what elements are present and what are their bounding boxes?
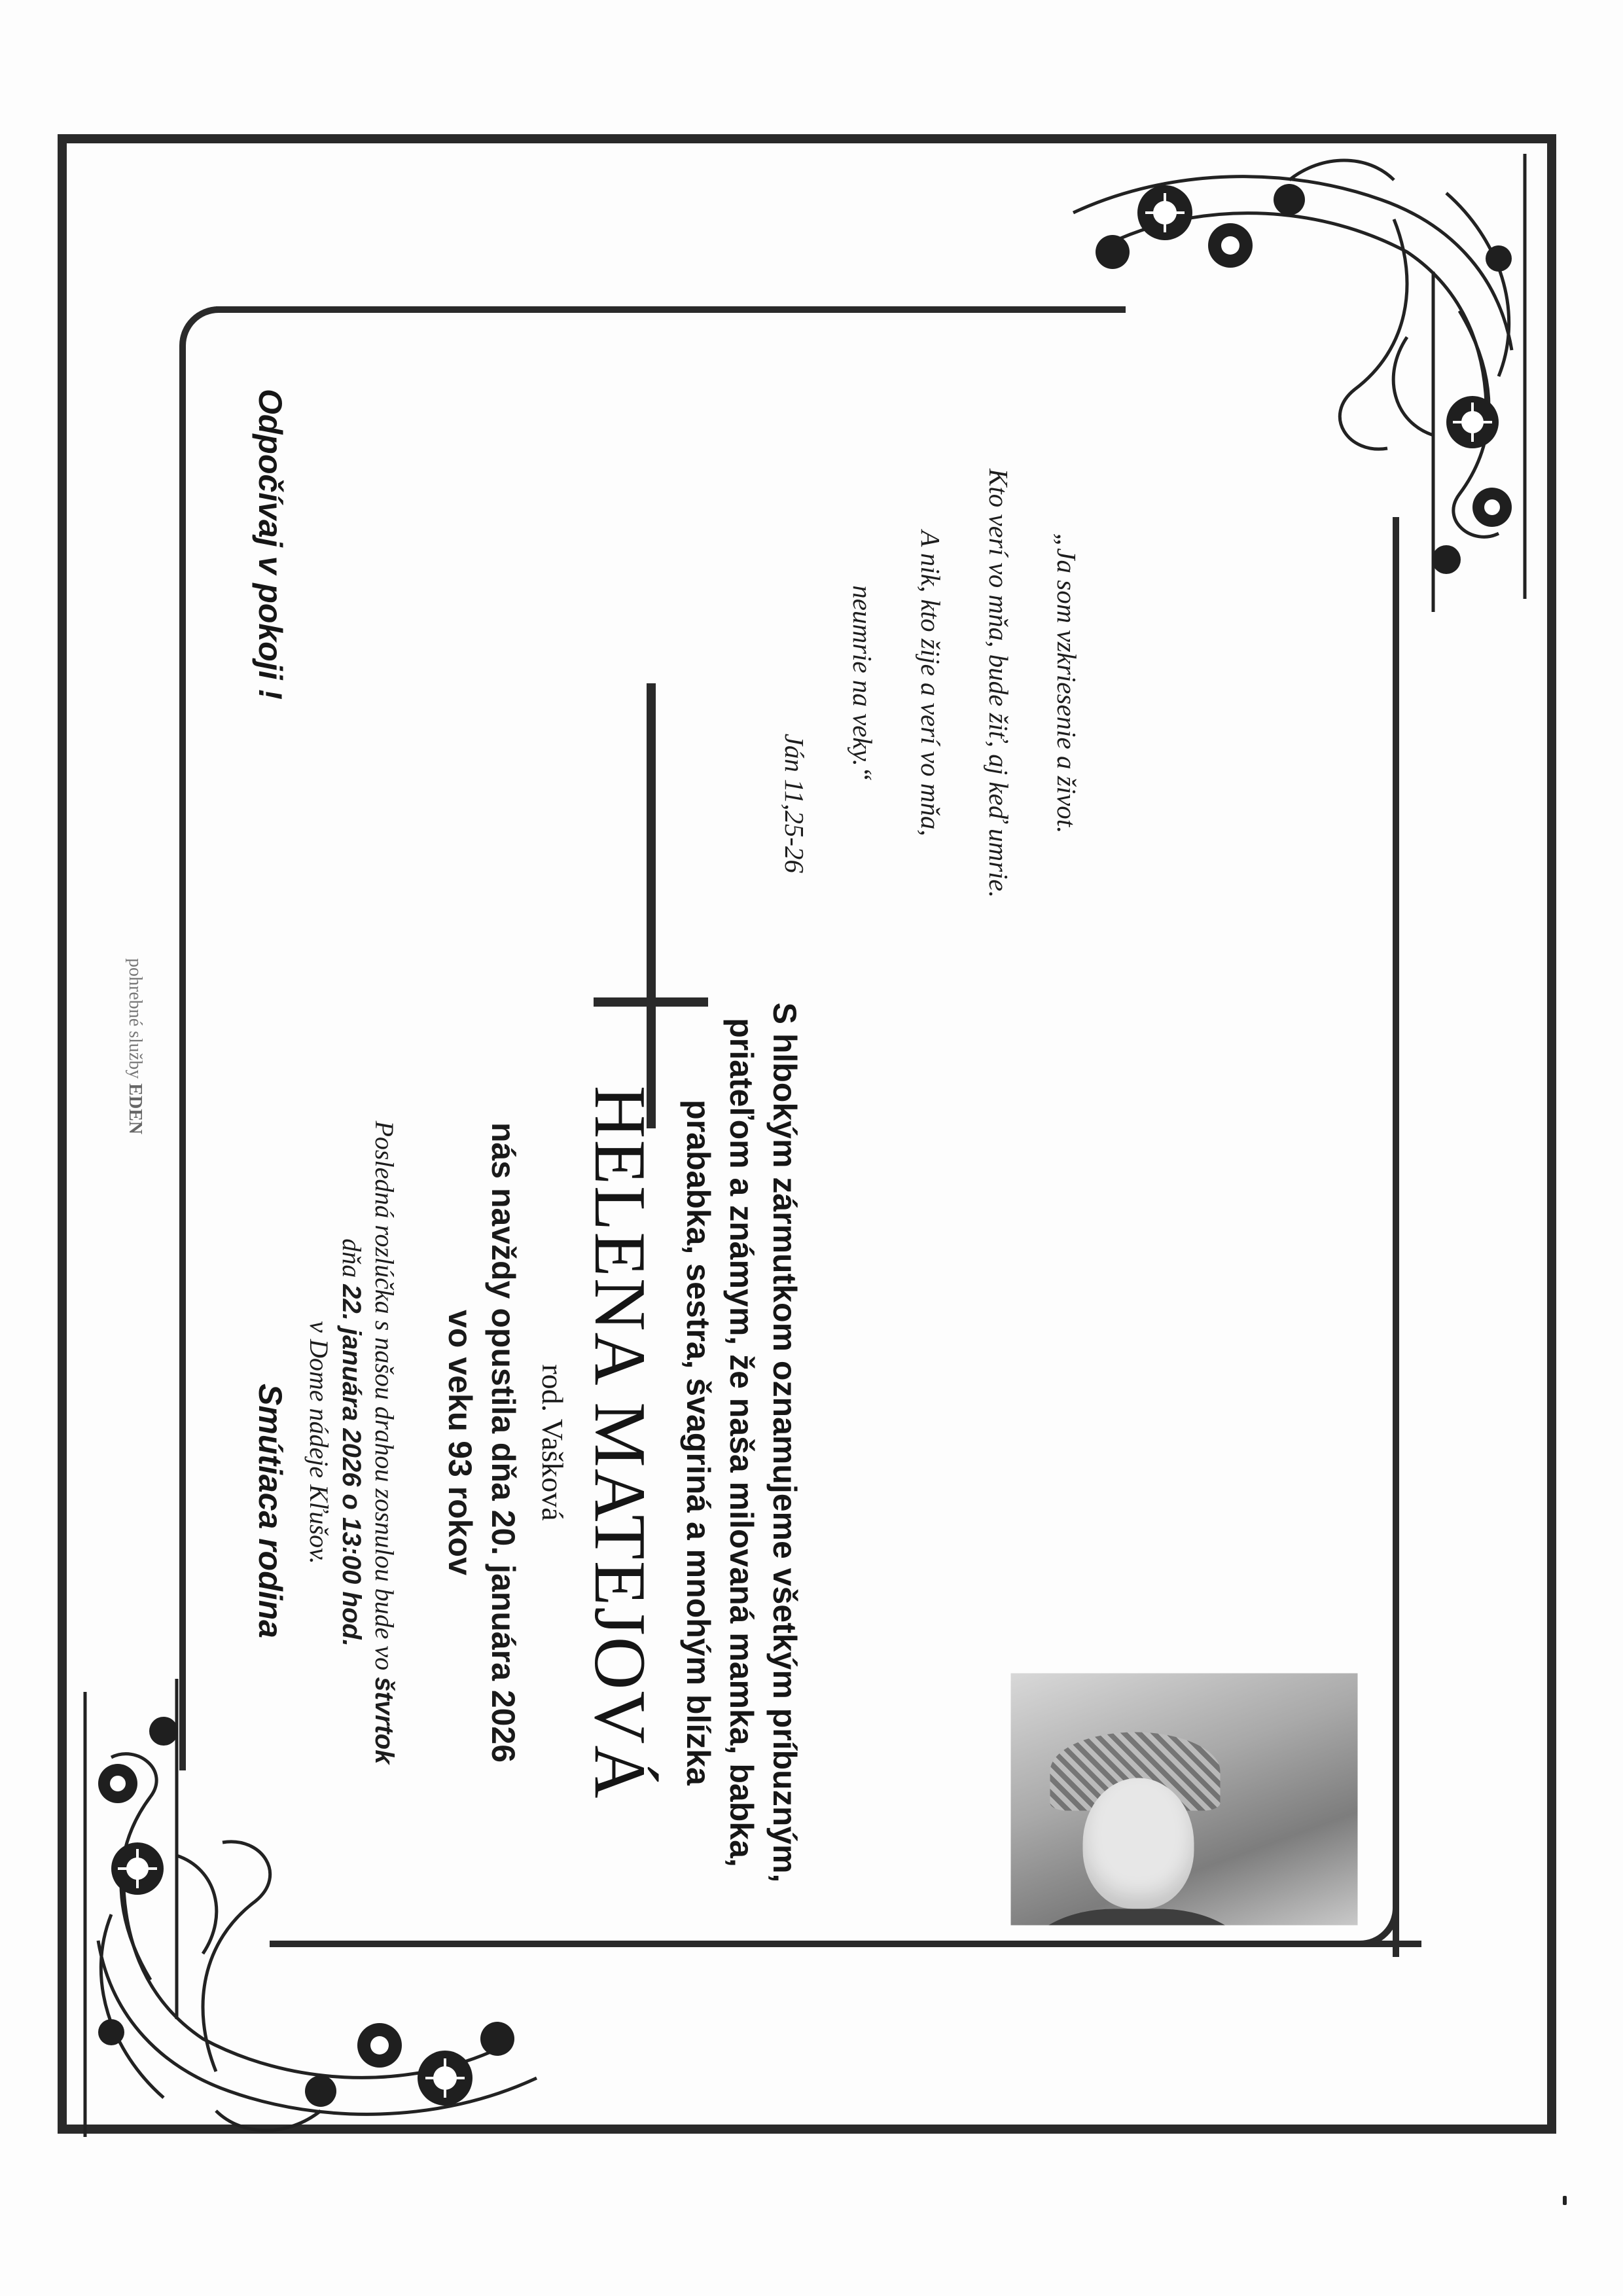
announcement-line-3: prababka, sestra, švagriná a mnohým blízka [680,1100,717,1785]
announcement-line-1: S hlbokým zármutkom oznamujeme všetkým príbuzným, [766,1002,803,1883]
deceased-name: HELENA MATEJOVÁ [579,1085,660,1800]
funeral-line-1-text: Posledná rozlúčka s našou drahou zosnulou bude vo [370,1121,399,1677]
funeral-service-credit [124,958,145,1134]
passing-info [438,945,525,1940]
grieving-family: Smútiaca rodina [252,1384,289,1638]
funeral-line-2 [335,945,368,1940]
quote-line-2: Kto verí vo mňa, bude žiť, aj keď umrie. [984,469,1014,898]
funeral-service-prefix: pohrebné služby [125,958,145,1084]
quote-line-1: „Ja som vzkriesenie a život. [1052,533,1082,834]
funeral-line-1 [368,945,401,1940]
maiden-name: rod. Vašková [536,1364,569,1521]
passing-date: nás navždy opustila dňa 20. januára 2026 [485,1122,522,1763]
inner-frame-left [179,357,186,1770]
photo-face [1083,1778,1194,1909]
funeral-line-2-text: dňa [337,1238,366,1285]
quote-reference: Ján 11,25-26 [779,733,810,873]
passing-age: vo veku 93 rokov [442,1310,478,1575]
funeral-service-name: EDEN [125,1083,145,1135]
deceased-photo [1011,1674,1358,1926]
announcement [677,945,806,1940]
funeral-place: v Dome nádeje Kľušov. [304,1321,334,1564]
quote-line-3: A nik, kto žije a verí vo mňa, [916,530,946,836]
funeral-info [302,945,401,1940]
funeral-day: štvrtok [370,1677,399,1765]
rest-in-peace: Odpočívaj v pokoji ! [252,389,289,700]
quote-line-4: neumrie na veky.“ [847,585,878,781]
announcement-line-2: priateľom a známym, že naša milovaná mamka, babka, [723,1018,760,1867]
funeral-date: 22. januára 2026 o 13:00 hod. [337,1284,366,1647]
inner-frame-right [1393,517,1399,1957]
bible-quote [760,448,1101,919]
photo-coat [1024,1909,1250,1926]
stray-mark [1563,2196,1567,2205]
obituary-card [125,291,1376,1953]
